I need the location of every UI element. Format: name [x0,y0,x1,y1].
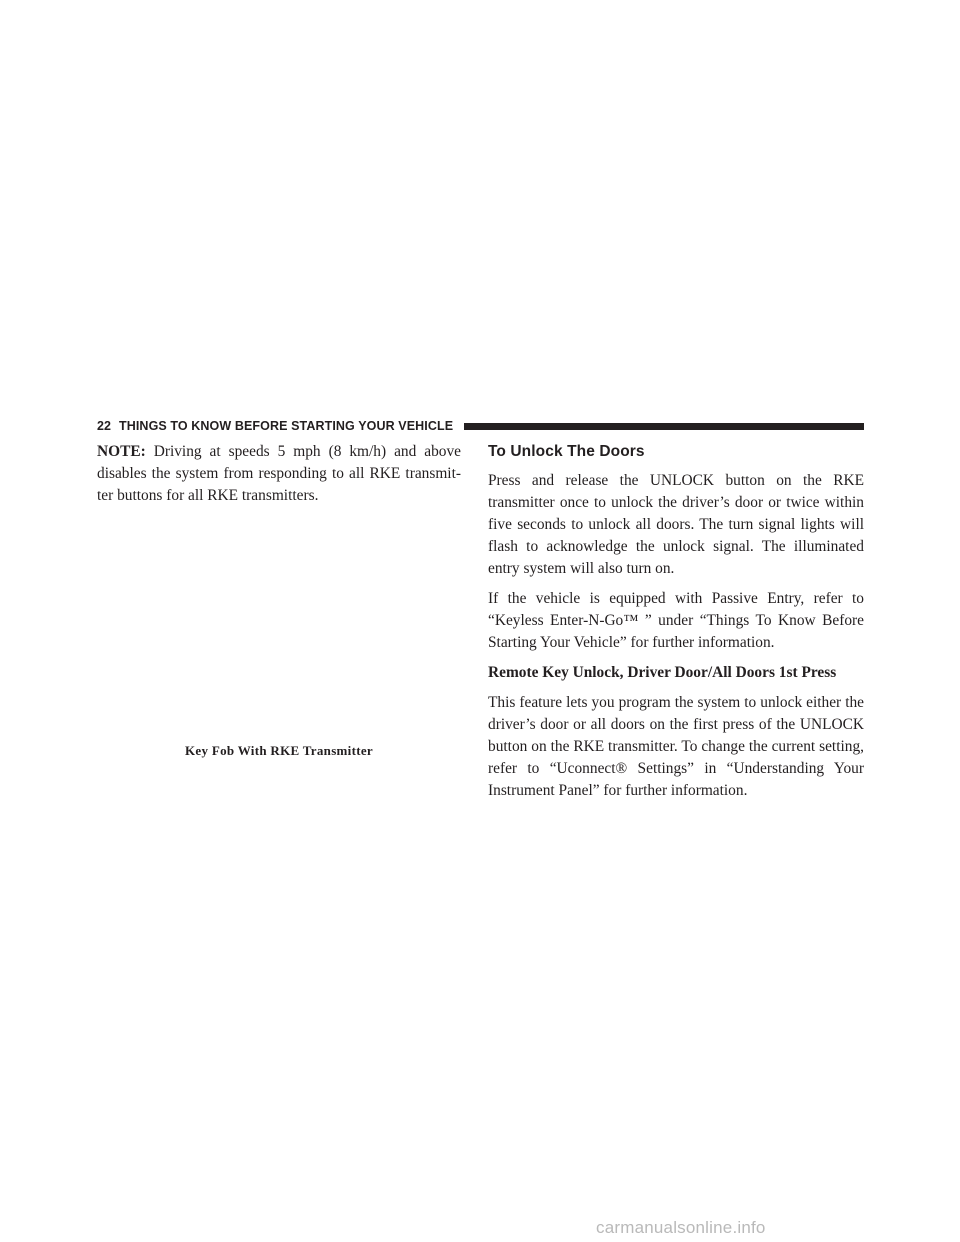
page-header [97,418,864,434]
page-number: 22 [97,419,111,433]
section-title: THINGS TO KNOW BEFORE STARTING YOUR VEHICLE [119,419,454,433]
figure-image-area [97,510,461,735]
body-paragraph-1: Press and release the UNLOCK button on the RKE transmitter once to unlock the driver’s door or twice within five seconds to unlock all doors. The turn signal lights will flash to acknowledge the unlock signal. The illuminated entry system will also turn on. [488,472,864,577]
body-paragraph-3: This feature lets you program the system to unlock either the driver’s door or all doors on the first press of the UNLOCK button on the RKE transmitter. To change the current setting, refer to “Uconnect® Settings” in “Understanding Your Instrument Panel” for further information. [488,694,864,799]
right-column [488,441,864,810]
subheading: Remote Key Unlock, Driver Door/All Doors 1st Press [488,664,837,681]
figure-caption: Key Fob With RKE Transmitter [185,743,373,758]
body-paragraph-2: If the vehicle is equipped with Passive Entry, refer to “Keyless Enter-N-Go™ ” under “Things To Know Before Starting Your Vehicle” for further information. [488,590,864,651]
note-text: Driving at speeds 5 mph (8 km/h) and above disables the system from responding to all RKE transmitter buttons for all RKE transmitters. [97,443,461,504]
note-label: NOTE: [97,443,146,460]
watermark: carmanualsonline.info [596,1218,766,1237]
header-rule [464,423,864,430]
section-heading: To Unlock The Doors [488,443,645,460]
note-paragraph [97,441,461,507]
left-column [97,441,461,507]
